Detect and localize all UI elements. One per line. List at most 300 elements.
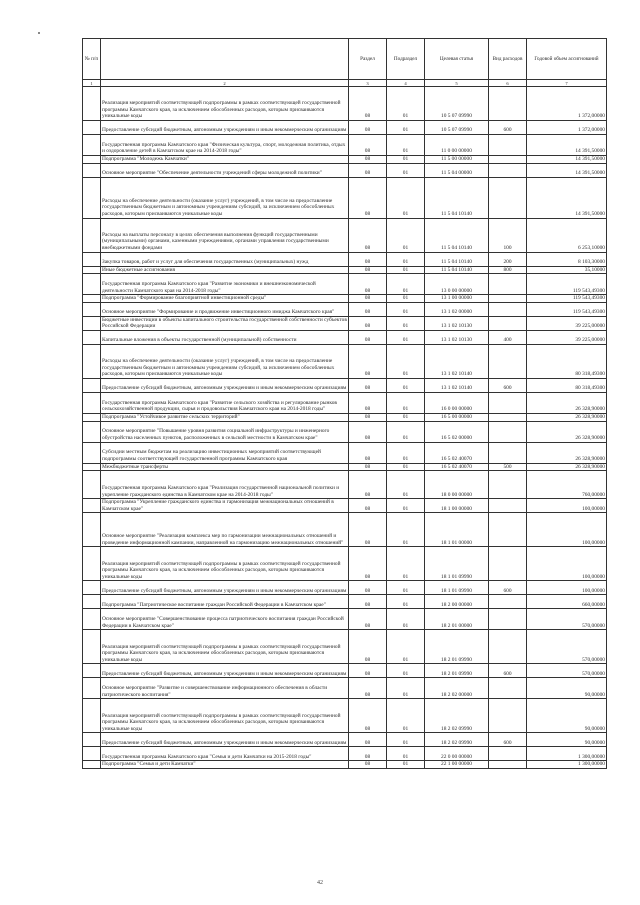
target-article-cell: 18 1 01 09990 bbox=[425, 547, 489, 581]
table-row bbox=[83, 344, 607, 378]
amount-cell: 26 328,90000 bbox=[527, 392, 607, 413]
item-name-cell: Предоставление субсидий бюджетным, автономным учреждениям и иным некоммерческим организациям bbox=[101, 581, 349, 595]
expense-type-cell bbox=[489, 302, 527, 316]
row-number-cell bbox=[83, 302, 101, 316]
podrazdel-cell: 01 bbox=[387, 678, 425, 699]
expense-type-cell bbox=[489, 392, 527, 413]
amount-cell: 1 300,00000 bbox=[527, 747, 607, 761]
expense-type-cell bbox=[489, 513, 527, 547]
page-number: 42 bbox=[317, 880, 323, 886]
target-article-cell: 10 5 07 09990 bbox=[425, 121, 489, 135]
item-name-cell: Предоставление субсидий бюджетным, автономным учреждениям и иным некоммерческим организациям bbox=[101, 733, 349, 747]
item-name-cell: Закупка товаров, работ и услуг для обеспечения государственных (муниципальных) нужд bbox=[101, 252, 349, 266]
razdel-cell: 08 bbox=[349, 177, 387, 218]
razdel-cell: 08 bbox=[349, 630, 387, 664]
row-number-cell bbox=[83, 664, 101, 678]
amount-cell: 100,00000 bbox=[527, 547, 607, 581]
expense-type-cell: 400 bbox=[489, 330, 527, 344]
table-row bbox=[83, 330, 607, 344]
podrazdel-cell: 01 bbox=[387, 302, 425, 316]
target-article-cell: 18 1 01 00000 bbox=[425, 513, 489, 547]
header-name bbox=[101, 39, 349, 80]
table-row bbox=[83, 295, 607, 303]
row-number-cell bbox=[83, 274, 101, 295]
column-number: 7 bbox=[527, 80, 607, 87]
expense-type-cell bbox=[489, 595, 527, 609]
table-row bbox=[83, 177, 607, 218]
target-article-cell: 13 1 02 10130 bbox=[425, 330, 489, 344]
amount-cell: 90,00000 bbox=[527, 699, 607, 733]
header-row bbox=[83, 39, 607, 80]
podrazdel-cell: 01 bbox=[387, 378, 425, 392]
amount-cell: 1 372,00000 bbox=[527, 121, 607, 135]
table-row bbox=[83, 442, 607, 463]
item-name-cell: Основное мероприятие "Развитие и совершенствование информационного обеспечения в области патриотического воспитания" bbox=[101, 678, 349, 699]
razdel-cell: 08 bbox=[349, 471, 387, 499]
column-number: 3 bbox=[349, 80, 387, 87]
target-article-cell: 11 5 04 10140 bbox=[425, 177, 489, 218]
row-number-cell bbox=[83, 156, 101, 164]
expense-type-cell bbox=[489, 499, 527, 513]
target-article-cell: 18 2 02 09990 bbox=[425, 733, 489, 747]
target-article-cell: 18 1 00 00000 bbox=[425, 499, 489, 513]
expense-type-cell: 600 bbox=[489, 733, 527, 747]
item-name-cell: Государственная программа Камчатского края "Семья и дети Камчатки на 2015-2018 годы" bbox=[101, 747, 349, 761]
row-number-cell bbox=[83, 513, 101, 547]
table-row bbox=[83, 463, 607, 471]
razdel-cell: 08 bbox=[349, 156, 387, 164]
row-number-cell bbox=[83, 630, 101, 664]
expense-type-cell bbox=[489, 156, 527, 164]
item-name-cell: Реализация мероприятий соответствующей подпрограммы в рамках соответствующей государственной программы Камчатского края, за исключением обособленных расходов, которым присваиваются уникальные коды bbox=[101, 699, 349, 733]
amount-cell: 100,00000 bbox=[527, 581, 607, 595]
razdel-cell: 08 bbox=[349, 316, 387, 330]
target-article-cell: 13 1 00 00000 bbox=[425, 295, 489, 303]
amount-cell: 660,00000 bbox=[527, 595, 607, 609]
row-number-cell bbox=[83, 547, 101, 581]
row-number-cell bbox=[83, 463, 101, 471]
item-name-cell: Реализация мероприятий соответствующей подпрограммы в рамках соответствующей государственной программы Камчатского края, за исключением обособленных расходов, которым присваиваются уникальные коды bbox=[101, 547, 349, 581]
expense-type-cell bbox=[489, 135, 527, 156]
expense-type-cell bbox=[489, 761, 527, 769]
amount-cell: 26 328,90000 bbox=[527, 413, 607, 421]
podrazdel-cell: 01 bbox=[387, 761, 425, 769]
amount-cell: 570,00000 bbox=[527, 664, 607, 678]
table-row bbox=[83, 392, 607, 413]
target-article-cell: 13 1 02 10140 bbox=[425, 378, 489, 392]
column-number: 2 bbox=[101, 80, 349, 87]
expense-type-cell: 600 bbox=[489, 378, 527, 392]
target-article-cell: 18 2 02 00000 bbox=[425, 678, 489, 699]
scan-speck bbox=[38, 32, 40, 34]
podrazdel-cell: 01 bbox=[387, 121, 425, 135]
target-article-cell: 18 2 00 00000 bbox=[425, 595, 489, 609]
expense-type-cell bbox=[489, 747, 527, 761]
razdel-cell: 08 bbox=[349, 513, 387, 547]
item-name-cell: Бюджетные инвестиции в объекты капитального строительства государственной собственности субъектов Российской Федерации bbox=[102, 316, 347, 330]
razdel-cell: 08 bbox=[349, 252, 387, 266]
item-name-cell: Государственная программа Камчатского края "Развитие экономики и внешнеэкономической деятельности Камчатского края на 2014-2018 годы" bbox=[101, 274, 349, 295]
podrazdel-cell: 01 bbox=[387, 499, 425, 513]
podrazdel-cell: 01 bbox=[387, 421, 425, 442]
target-article-cell: 16 5 00 00000 bbox=[425, 413, 489, 421]
amount-cell: 14 391,50000 bbox=[527, 135, 607, 156]
target-article-cell: 16 5 02 40070 bbox=[425, 463, 489, 471]
podrazdel-cell: 01 bbox=[387, 344, 425, 378]
expense-type-cell bbox=[489, 421, 527, 442]
row-number-cell bbox=[83, 344, 101, 378]
target-article-cell: 13 0 00 00000 bbox=[425, 274, 489, 295]
table-row bbox=[83, 252, 607, 266]
expense-type-cell bbox=[489, 471, 527, 499]
target-article-cell: 18 2 01 09990 bbox=[425, 630, 489, 664]
item-name-cell: Государственная программа Камчатского края "Реализация государственной национальной политики и укрепление гражданского единства в Камчатском крае на 2014-2018 годы" bbox=[101, 471, 349, 499]
item-name-cell: Предоставление субсидий бюджетным, автономным учреждениям и иным некоммерческим организациям bbox=[101, 664, 349, 678]
expense-type-cell bbox=[489, 413, 527, 421]
item-name-cell: Межбюджетные трансферты bbox=[101, 463, 349, 471]
amount-cell: 80 318,49300 bbox=[527, 344, 607, 378]
amount-cell: 39 225,00000 bbox=[527, 316, 607, 330]
amount-cell: 90,00000 bbox=[527, 678, 607, 699]
razdel-cell: 08 bbox=[349, 330, 387, 344]
amount-cell: 14 391,50000 bbox=[527, 177, 607, 218]
row-number-cell bbox=[83, 609, 101, 630]
amount-cell: 570,00000 bbox=[527, 609, 607, 630]
row-number-cell bbox=[83, 121, 101, 135]
amount-cell: 570,00000 bbox=[527, 630, 607, 664]
razdel-cell: 08 bbox=[349, 413, 387, 421]
item-name-cell: Подпрограмма "Устойчивое развитие сельских территорий" bbox=[101, 413, 349, 421]
expense-type-cell: 600 bbox=[489, 664, 527, 678]
table-row bbox=[83, 630, 607, 664]
item-name-cell: Подпрограмма "Формирование благоприятной инвестиционной среды" bbox=[101, 295, 349, 303]
amount-cell: 119 543,49300 bbox=[527, 302, 607, 316]
razdel-cell: 08 bbox=[349, 609, 387, 630]
razdel-cell: 08 bbox=[349, 678, 387, 699]
expense-type-cell bbox=[489, 274, 527, 295]
item-name-cell: Предоставление субсидий бюджетным, автономным учреждениям и иным некоммерческим организациям bbox=[101, 121, 349, 135]
budget-table bbox=[82, 38, 607, 769]
table-row bbox=[83, 121, 607, 135]
razdel-cell: 08 bbox=[349, 442, 387, 463]
podrazdel-cell: 01 bbox=[387, 156, 425, 164]
podrazdel-cell: 01 bbox=[387, 163, 425, 177]
podrazdel-cell: 01 bbox=[387, 630, 425, 664]
target-article-cell: 13 1 02 00000 bbox=[425, 302, 489, 316]
podrazdel-cell: 01 bbox=[387, 295, 425, 303]
amount-cell: 100,00000 bbox=[527, 513, 607, 547]
razdel-cell: 08 bbox=[349, 699, 387, 733]
item-name-cell: Основное мероприятие "Формирование и продвижение инвестиционного имиджа Камчатского края" bbox=[101, 302, 349, 316]
razdel-cell: 08 bbox=[349, 664, 387, 678]
podrazdel-cell: 01 bbox=[387, 252, 425, 266]
row-number-cell bbox=[83, 252, 101, 266]
amount-cell: 119 543,49300 bbox=[527, 274, 607, 295]
target-article-cell: 22 0 00 00000 bbox=[425, 747, 489, 761]
row-number-cell bbox=[83, 421, 101, 442]
table-row bbox=[83, 302, 607, 316]
expense-type-cell bbox=[489, 609, 527, 630]
razdel-cell: 08 bbox=[349, 761, 387, 769]
podrazdel-cell: 01 bbox=[387, 595, 425, 609]
target-article-cell: 18 2 01 00000 bbox=[425, 609, 489, 630]
table-row bbox=[83, 87, 607, 121]
row-number-cell bbox=[83, 392, 101, 413]
item-name-cell: Реализация мероприятий соответствующей подпрограммы в рамках соответствующей государственной программы Камчатского края, за исключением обособленных расходов, которым присваиваются уникальные коды bbox=[101, 630, 349, 664]
item-name-cell: Основное мероприятие "Обеспечение деятельности учреждений сферы молодежной политики" bbox=[101, 163, 349, 177]
razdel-cell: 08 bbox=[349, 463, 387, 471]
header-podrazdel: Подраздел bbox=[387, 39, 425, 80]
amount-cell: 760,00000 bbox=[527, 471, 607, 499]
header-num: № п/п bbox=[83, 39, 101, 80]
expense-type-cell: 200 bbox=[489, 252, 527, 266]
target-article-cell: 13 1 02 10140 bbox=[425, 344, 489, 378]
column-number: 4 bbox=[387, 80, 425, 87]
target-article-cell: 11 0 00 00000 bbox=[425, 135, 489, 156]
podrazdel-cell: 01 bbox=[387, 664, 425, 678]
podrazdel-cell: 01 bbox=[387, 747, 425, 761]
row-number-cell bbox=[83, 316, 101, 330]
row-number-cell bbox=[83, 678, 101, 699]
table-row bbox=[83, 513, 607, 547]
amount-cell: 14 391,50000 bbox=[527, 163, 607, 177]
expense-type-cell: 600 bbox=[489, 581, 527, 595]
target-article-cell: 11 5 04 10140 bbox=[425, 218, 489, 252]
target-article-cell: 11 5 04 00000 bbox=[425, 163, 489, 177]
podrazdel-cell: 01 bbox=[387, 135, 425, 156]
expense-type-cell bbox=[489, 163, 527, 177]
item-name-cell: Предоставление субсидий бюджетным, автономным учреждениям и иным некоммерческим организациям bbox=[101, 378, 349, 392]
item-name-cell: Субсидии местным бюджетам на реализацию инвестиционных мероприятий соответствующей подпрограммы соответствующей государственной программы Камчатского края bbox=[101, 442, 349, 463]
table-row bbox=[83, 761, 607, 769]
razdel-cell: 08 bbox=[349, 747, 387, 761]
podrazdel-cell: 01 bbox=[387, 330, 425, 344]
table-row bbox=[83, 547, 607, 581]
razdel-cell: 08 bbox=[349, 499, 387, 513]
row-number-cell bbox=[83, 87, 101, 121]
expense-type-cell bbox=[489, 630, 527, 664]
table-row bbox=[83, 733, 607, 747]
target-article-cell: 10 5 07 09990 bbox=[425, 87, 489, 121]
expense-type-cell bbox=[489, 316, 527, 330]
amount-cell: 26 328,90000 bbox=[527, 421, 607, 442]
target-article-cell: 11 5 04 10140 bbox=[425, 252, 489, 266]
razdel-cell: 08 bbox=[349, 344, 387, 378]
item-name-cell: Подпрограмма "Патриотическое воспитание граждан Российской Федерации в Камчатском крае" bbox=[101, 595, 349, 609]
table-row bbox=[83, 499, 607, 513]
amount-cell: 90,00000 bbox=[527, 733, 607, 747]
amount-cell: 39 225,00000 bbox=[527, 330, 607, 344]
header-amount: Годовой объем ассигнований bbox=[527, 39, 607, 80]
header-expense-type: Вид расходов bbox=[489, 39, 527, 80]
amount-cell: 80 318,49300 bbox=[527, 378, 607, 392]
column-number: 6 bbox=[489, 80, 527, 87]
amount-cell: 1 372,00000 bbox=[527, 87, 607, 121]
target-article-cell: 18 0 00 00000 bbox=[425, 471, 489, 499]
item-name-cell: Основное мероприятие "Повышение уровня развития социальной инфраструктуры и инженерного обустройства населенных пунктов, расположенных в сельской местности в Камчатском крае" bbox=[101, 421, 349, 442]
expense-type-cell bbox=[489, 295, 527, 303]
podrazdel-cell: 01 bbox=[387, 699, 425, 733]
row-number-cell bbox=[83, 266, 101, 274]
table-row bbox=[83, 595, 607, 609]
target-article-cell: 16 0 00 00000 bbox=[425, 392, 489, 413]
expense-type-cell bbox=[489, 442, 527, 463]
razdel-cell: 08 bbox=[349, 595, 387, 609]
column-number: 5 bbox=[425, 80, 489, 87]
podrazdel-cell: 01 bbox=[387, 392, 425, 413]
header-target-article: Целевая статья bbox=[425, 39, 489, 80]
amount-cell: 8 103,30000 bbox=[527, 252, 607, 266]
item-name-cell: Иные бюджетные ассигнования bbox=[101, 266, 349, 274]
table-row bbox=[83, 135, 607, 156]
expense-type-cell: 600 bbox=[489, 121, 527, 135]
razdel-cell: 08 bbox=[349, 295, 387, 303]
table-row bbox=[83, 747, 607, 761]
row-number-cell bbox=[83, 581, 101, 595]
podrazdel-cell: 01 bbox=[387, 471, 425, 499]
amount-cell: 1 300,00000 bbox=[527, 761, 607, 769]
column-number: 1 bbox=[83, 80, 101, 87]
podrazdel-cell: 01 bbox=[387, 442, 425, 463]
razdel-cell: 08 bbox=[349, 87, 387, 121]
podrazdel-cell: 01 bbox=[387, 274, 425, 295]
expense-type-cell: 100 bbox=[489, 218, 527, 252]
table-row bbox=[83, 266, 607, 274]
item-name-cell: Государственная программа Камчатского края "Развитие сельского хозяйства и регулирование рынков сельскохозяйственной продукции, сырья и продовольствия Камчатского края на 2014-2018 годы" bbox=[101, 392, 349, 413]
item-name-cell: Подпрограмма "Молодежь Камчатки" bbox=[101, 156, 349, 164]
table-row bbox=[83, 581, 607, 595]
expense-type-cell: 800 bbox=[489, 266, 527, 274]
podrazdel-cell: 01 bbox=[387, 218, 425, 252]
razdel-cell: 08 bbox=[349, 392, 387, 413]
amount-cell: 119 543,49300 bbox=[527, 295, 607, 303]
podrazdel-cell: 01 bbox=[387, 513, 425, 547]
table-row bbox=[83, 218, 607, 252]
razdel-cell: 08 bbox=[349, 421, 387, 442]
row-number-cell bbox=[83, 218, 101, 252]
podrazdel-cell: 01 bbox=[387, 547, 425, 581]
amount-cell: 100,00000 bbox=[527, 499, 607, 513]
item-name-cell: Расходы на выплаты персоналу в целях обеспечения выполнения функций государственными (муниципальными) органами, казенными учреждениями, органами управления государственными внебюджетными фондами bbox=[101, 218, 349, 252]
row-number-cell bbox=[83, 471, 101, 499]
razdel-cell: 08 bbox=[349, 378, 387, 392]
razdel-cell: 08 bbox=[349, 121, 387, 135]
table-row bbox=[83, 471, 607, 499]
target-article-cell: 18 2 01 09990 bbox=[425, 664, 489, 678]
row-number-cell bbox=[83, 135, 101, 156]
budget-rows bbox=[83, 87, 607, 769]
podrazdel-cell: 01 bbox=[387, 316, 425, 330]
expense-type-cell bbox=[489, 547, 527, 581]
row-number-cell bbox=[83, 163, 101, 177]
item-name-cell: Подпрограмма "Укрепление гражданского единства и гармонизация межнациональных отношений в Камчатском крае" bbox=[101, 499, 349, 513]
amount-cell: 26 328,90000 bbox=[527, 442, 607, 463]
podrazdel-cell: 01 bbox=[387, 733, 425, 747]
budget-sheet bbox=[82, 38, 606, 769]
column-number-row bbox=[83, 80, 607, 87]
row-number-cell bbox=[83, 330, 101, 344]
target-article-cell: 16 5 02 40070 bbox=[425, 442, 489, 463]
expense-type-cell bbox=[489, 87, 527, 121]
row-number-cell bbox=[83, 699, 101, 733]
table-row bbox=[83, 664, 607, 678]
target-article-cell: 11 5 04 10140 bbox=[425, 266, 489, 274]
target-article-cell: 13 1 02 10130 bbox=[425, 316, 489, 330]
table-row bbox=[83, 609, 607, 630]
podrazdel-cell: 01 bbox=[387, 413, 425, 421]
item-name-cell: Основное мероприятие "Реализация комплекса мер по гармонизации межнациональных отношений и проведение информационной кампании, направленной на гармонизацию межнациональных отношений" bbox=[101, 513, 349, 547]
table-row bbox=[83, 678, 607, 699]
amount-cell: 14 391,50000 bbox=[527, 156, 607, 164]
amount-cell: 26 328,90000 bbox=[527, 463, 607, 471]
razdel-cell: 08 bbox=[349, 733, 387, 747]
expense-type-cell bbox=[489, 344, 527, 378]
podrazdel-cell: 01 bbox=[387, 463, 425, 471]
row-number-cell bbox=[83, 595, 101, 609]
expense-type-cell bbox=[489, 699, 527, 733]
item-name-cell: Расходы на обеспечение деятельности (оказание услуг) учреждений, в том числе на предоставление государственным бюджетным и автономным учреждениям субсидий, за исключением обособленных расходов, которым присваиваются уникальные коды bbox=[101, 177, 349, 218]
table-row bbox=[83, 413, 607, 421]
table-row bbox=[83, 378, 607, 392]
expense-type-cell: 500 bbox=[489, 463, 527, 471]
row-number-cell bbox=[83, 761, 101, 769]
razdel-cell: 08 bbox=[349, 302, 387, 316]
row-number-cell bbox=[83, 413, 101, 421]
amount-cell: 6 253,10000 bbox=[527, 218, 607, 252]
razdel-cell: 08 bbox=[349, 266, 387, 274]
razdel-cell: 08 bbox=[349, 135, 387, 156]
row-number-cell bbox=[83, 177, 101, 218]
table-row bbox=[83, 421, 607, 442]
razdel-cell: 08 bbox=[349, 581, 387, 595]
target-article-cell: 18 1 01 09990 bbox=[425, 581, 489, 595]
row-number-cell bbox=[83, 442, 101, 463]
podrazdel-cell: 01 bbox=[387, 177, 425, 218]
row-number-cell bbox=[83, 733, 101, 747]
row-number-cell bbox=[83, 747, 101, 761]
expense-type-cell bbox=[489, 177, 527, 218]
row-number-cell bbox=[83, 295, 101, 303]
podrazdel-cell: 01 bbox=[387, 581, 425, 595]
target-article-cell: 22 1 00 00000 bbox=[425, 761, 489, 769]
table-row bbox=[83, 316, 607, 330]
item-name-cell: Капитальные вложения в объекты государственной (муниципальной) собственности bbox=[101, 330, 349, 344]
razdel-cell: 08 bbox=[349, 218, 387, 252]
item-name-cell: Реализация мероприятий соответствующей подпрограммы в рамках соответствующей государственной программы Камчатского края, за исключением обособленных расходов, которым присваиваются уникальные коды bbox=[101, 87, 349, 121]
razdel-cell: 08 bbox=[349, 274, 387, 295]
razdel-cell: 08 bbox=[349, 547, 387, 581]
target-article-cell: 18 2 02 09990 bbox=[425, 699, 489, 733]
table-row bbox=[83, 699, 607, 733]
item-name-cell: Основное мероприятие "Совершенствование процесса патриотического воспитания граждан Российской Федерации в Камчатском крае" bbox=[101, 609, 349, 630]
item-name-cell: Расходы на обеспечение деятельности (оказание услуг) учреждений, в том числе на предоставление государственным бюджетным и автономным учреждениям субсидий, за исключением обособленных расходов, которым присваиваются уникальные коды bbox=[101, 344, 349, 378]
row-number-cell bbox=[83, 378, 101, 392]
row-number-cell bbox=[83, 499, 101, 513]
table-row bbox=[83, 163, 607, 177]
podrazdel-cell: 01 bbox=[387, 266, 425, 274]
podrazdel-cell: 01 bbox=[387, 609, 425, 630]
podrazdel-cell: 01 bbox=[387, 87, 425, 121]
expense-type-cell bbox=[489, 678, 527, 699]
amount-cell: 35,10000 bbox=[527, 266, 607, 274]
target-article-cell: 16 5 02 00000 bbox=[425, 421, 489, 442]
item-name-cell: Государственная программа Камчатского края "Физическая культура, спорт, молодежная политика, отдых и оздоровление детей в Камчатском крае на 2014-2018 годы" bbox=[101, 135, 349, 156]
item-name-cell: Подпрограмма "Семья и дети Камчатки" bbox=[101, 761, 349, 769]
razdel-cell: 08 bbox=[349, 163, 387, 177]
target-article-cell: 11 5 00 00000 bbox=[425, 156, 489, 164]
table-row bbox=[83, 274, 607, 295]
table-row bbox=[83, 156, 607, 164]
